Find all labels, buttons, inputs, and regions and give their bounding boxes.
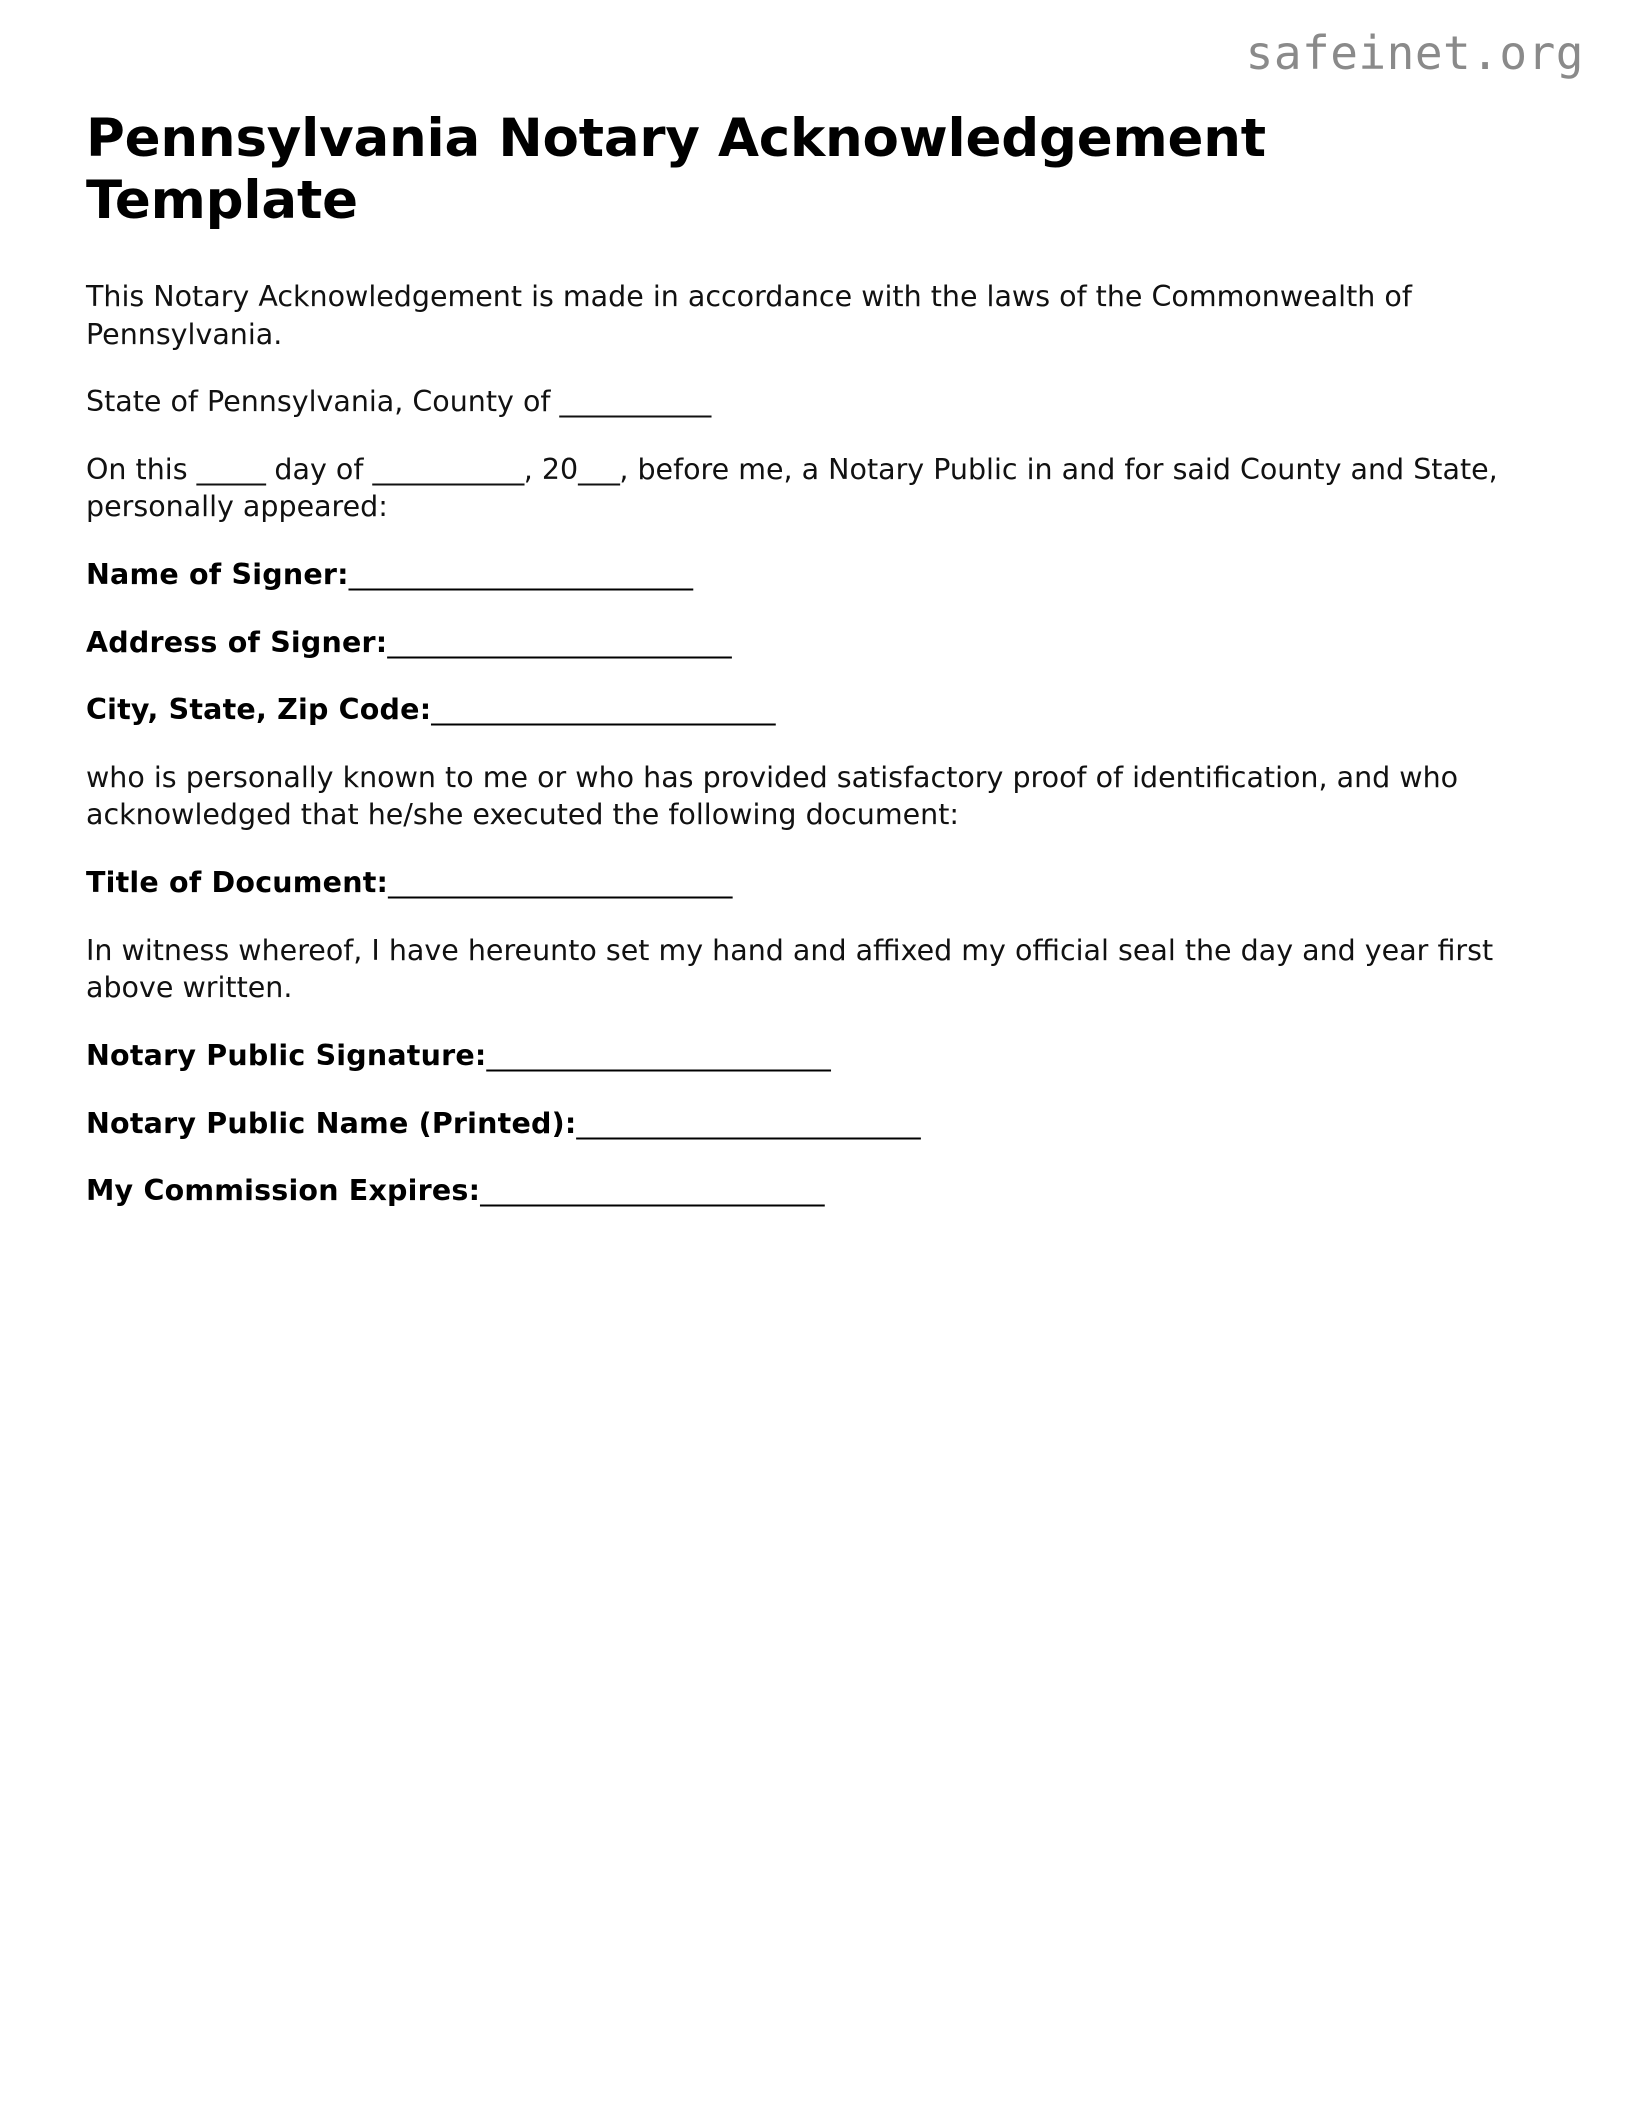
witness-paragraph: In witness whereof, I have hereunto set my hand and affixed my official seal the day and year first above written. xyxy=(86,933,1494,1005)
field-blank[interactable]: _________________________ xyxy=(348,558,693,592)
field-label: Notary Public Signature: xyxy=(86,1038,487,1072)
field-blank[interactable]: _________________________ xyxy=(486,1038,831,1072)
appearance-text-1: On this xyxy=(86,452,197,486)
field-label: My Commission Expires: xyxy=(86,1174,481,1208)
appearance-text-4: , before me, a Notary Public in and for said County and State, personally appeared: xyxy=(86,452,1498,524)
field-blank[interactable]: _________________________ xyxy=(388,866,732,900)
field-label: Notary Public Name (Printed): xyxy=(86,1106,577,1140)
venue-blank[interactable]: ___________ xyxy=(559,385,711,419)
field-blank[interactable]: _________________________ xyxy=(576,1106,921,1140)
field-name-of-signer xyxy=(86,556,1534,594)
month-blank[interactable]: ___________ xyxy=(372,452,524,486)
appearance-text-3: , 20 xyxy=(523,452,579,486)
intro-paragraph: This Notary Acknowledgement is made in accordance with the laws of the Commonwealth of Pennsylvania. xyxy=(86,280,1412,351)
field-label: City, State, Zip Code: xyxy=(86,693,432,727)
field-blank[interactable]: _________________________ xyxy=(387,625,732,659)
field-blank[interactable]: _________________________ xyxy=(480,1174,824,1208)
appearance-paragraph xyxy=(86,451,1526,526)
document-body xyxy=(86,108,1534,1240)
appearance-text-2: day of xyxy=(265,452,373,486)
site-watermark: safeinet.org xyxy=(1245,26,1584,80)
field-notary-printed-name xyxy=(86,1105,1534,1143)
field-label: Title of Document: xyxy=(86,866,389,900)
page-title: Pennsylvania Notary Acknowledgement Template xyxy=(86,108,1266,231)
venue-line xyxy=(86,383,1526,421)
field-blank[interactable]: _________________________ xyxy=(431,693,776,727)
knowledge-paragraph: who is personally known to me or who has provided satisfactory proof of identification, and who acknowledged that he/she executed the following document: xyxy=(86,760,1459,832)
field-label: Address of Signer: xyxy=(86,625,388,659)
venue-label: State of Pennsylvania, County of xyxy=(86,385,560,419)
field-notary-signature xyxy=(86,1037,1534,1075)
field-address-of-signer xyxy=(86,624,1534,662)
year-blank[interactable]: ___ xyxy=(578,452,620,486)
field-label: Name of Signer: xyxy=(86,558,349,592)
field-city-state-zip xyxy=(86,691,1534,729)
field-commission-expires xyxy=(86,1172,1534,1210)
field-title-of-document xyxy=(86,864,1534,902)
day-blank[interactable]: _____ xyxy=(196,452,266,486)
